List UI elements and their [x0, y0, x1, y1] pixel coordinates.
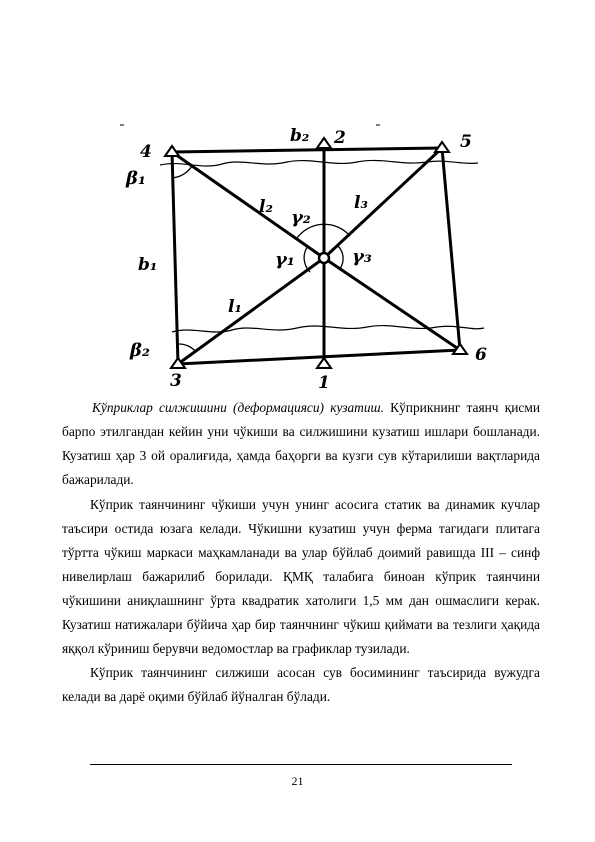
edge-3-6: [178, 350, 460, 364]
centre-point: [319, 253, 329, 263]
label-point-2: 2: [334, 128, 346, 148]
paragraph-3: [62, 661, 540, 709]
paragraph-2-text: Кўприк таянчининг чўкиши учун унинг асосига статик ва динамик кучлар таъсири остида юзага келади. Чўкишни кузатиш учун ферма тагидаги плитага тўртта чўкиш маркаси маҳкамланади ва улар бўйлаб доимий равишда III – синф нивелирлаш бажарилиб борилади. ҚМҚ талабига биноан кўприк таянчини чўкишини аниқлашнинг ўрта квадратик хатолиги 1,5 мм дан ошмаслиги керак. Кузатиш натижалари бўйича ҳар бир таянчнинг чўкиш қиймати ва тезлиги ҳақида яққол кўриниш берувчи ведомостлар ва графиклар тузилади.: [62, 497, 540, 656]
edge-4-5: [172, 148, 442, 152]
paragraph-1-text: Кўприкнинг таянч қисми барпо этилгандан кейин уни чўкиши ва силжишини кузатиш ишлари бошланади. Кузатиш ҳар 3 ой оралиғида, ҳамда баҳорги ва кузги сув кўтарилиши вақтларида бажарилади.: [62, 400, 540, 487]
page-number: 21: [291, 774, 304, 788]
label-point-6: 6: [475, 345, 487, 365]
line-l3: [324, 148, 442, 258]
label-l2: l₂: [259, 197, 273, 217]
label-b2: b₂: [290, 126, 310, 146]
label-gamma2: γ₂: [291, 207, 311, 228]
label-beta2: β₂: [130, 340, 150, 361]
paragraph-1: [62, 396, 540, 492]
paragraph-3-text: Кўприк таянчининг силжиши асосан сув босимининг таъсирида вужудга келади ва дарё оқими бўйлаб йўналган бўлади.: [62, 665, 540, 704]
figure-caption: Кўприклар силжишини (деформацияси) кузатиш.: [92, 400, 384, 415]
label-gamma3: γ₃: [352, 246, 372, 267]
wavy-line-bottom: [172, 326, 484, 332]
label-l1: l₁: [228, 297, 242, 317]
footer-rule: [90, 764, 512, 765]
marker-1: [317, 358, 331, 368]
deformation-diagram: [112, 120, 502, 395]
line-l1: [178, 258, 324, 364]
label-point-4: 4: [140, 142, 152, 162]
label-l3: l₃: [354, 193, 368, 213]
paragraph-2: [62, 493, 540, 661]
wavy-line-top: [160, 160, 478, 166]
line-l2: [172, 152, 324, 258]
marker-2: [317, 138, 331, 148]
label-point-5: 5: [460, 132, 472, 152]
paragraph-1-body: [62, 396, 540, 492]
label-point-1: 1: [318, 373, 330, 393]
edge-5-6: [442, 148, 460, 350]
line-to-6: [324, 258, 460, 350]
arc-beta1: [172, 166, 192, 178]
arc-beta2: [178, 344, 196, 352]
label-beta1: β₁: [126, 168, 146, 189]
label-point-3: 3: [170, 371, 182, 391]
label-gamma1: γ₁: [275, 249, 295, 270]
diagram-svg: [112, 120, 502, 395]
label-b1: b₁: [138, 255, 158, 275]
